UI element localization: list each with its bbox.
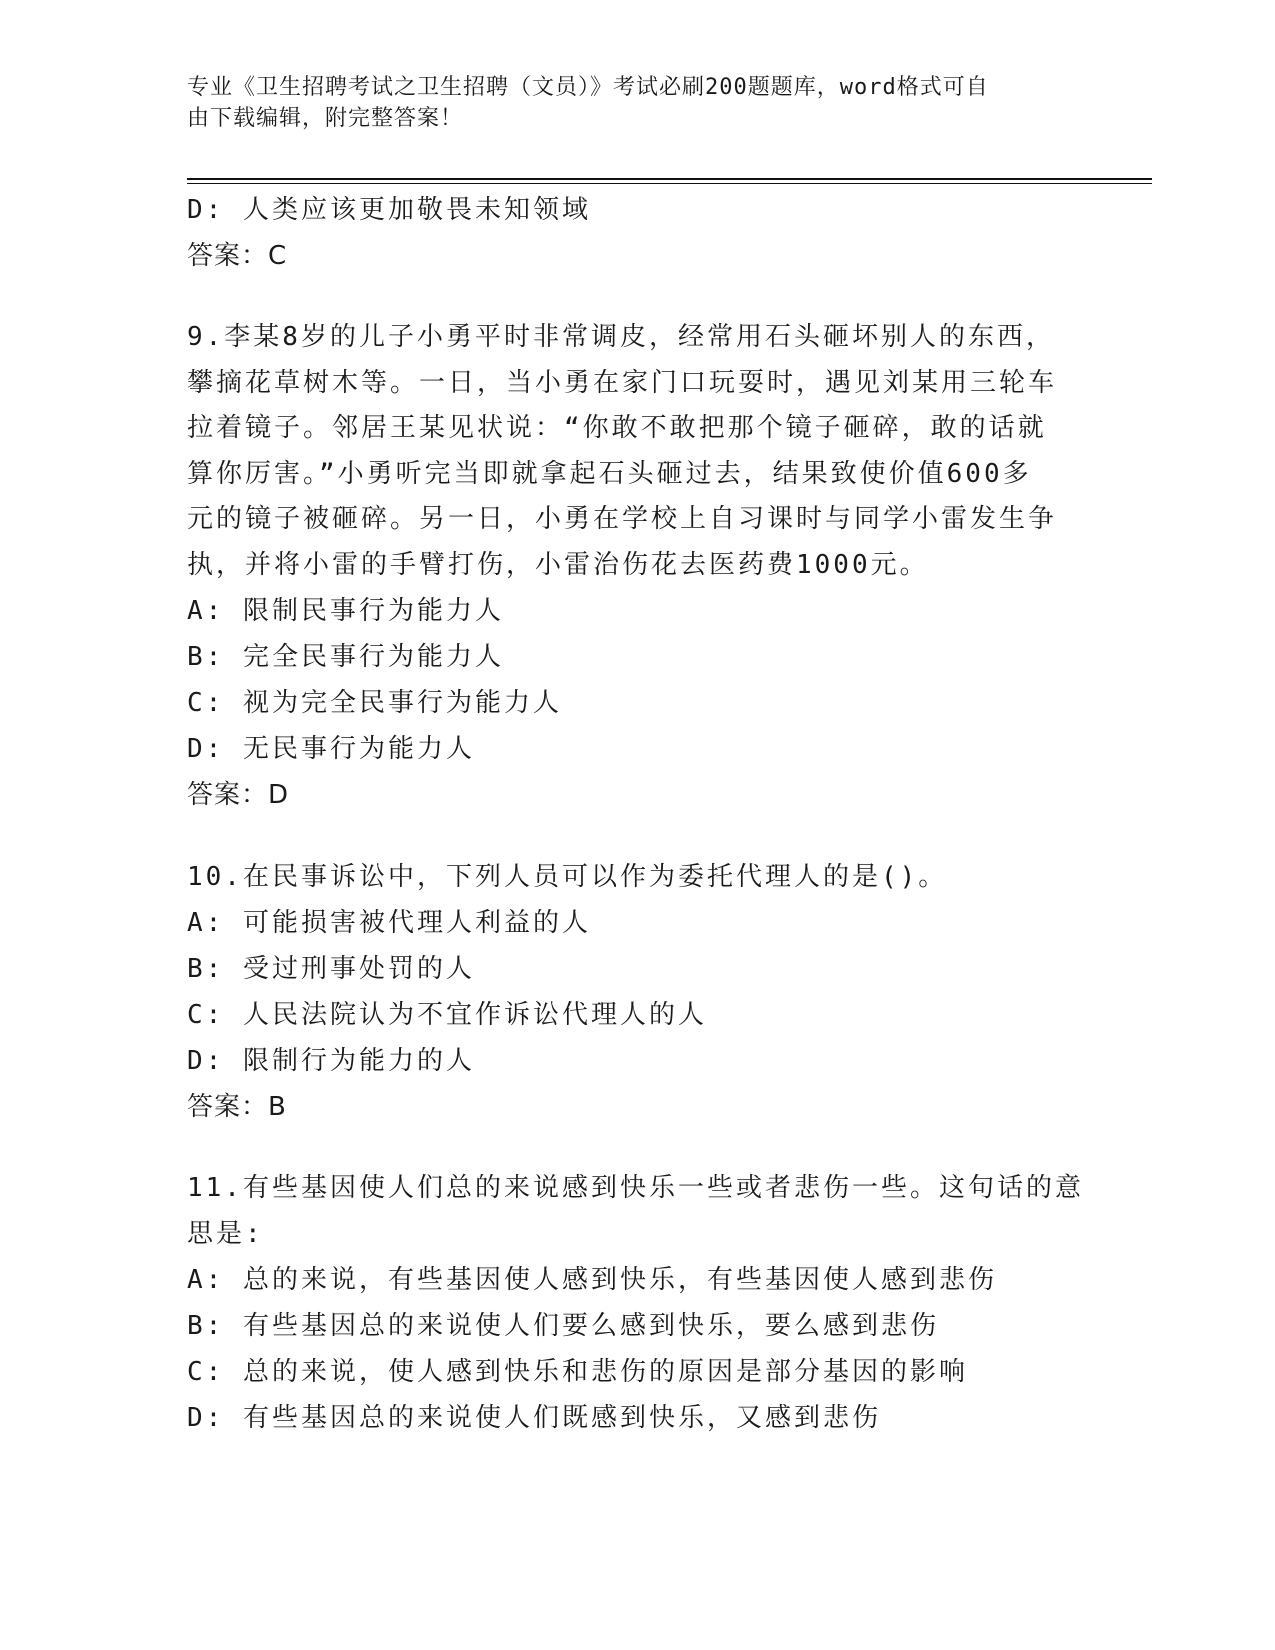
header-line-2: 由下载编辑，附完整答案！ (187, 106, 464, 131)
header-line-1: 专业《卫生招聘考试之卫生招聘（文员）》考试必刷200题题库，word格式可自 (187, 75, 989, 100)
option-d: D: 有些基因总的来说使人们既感到快乐，又感到悲伤 (187, 1403, 881, 1433)
question-stem (187, 1166, 1097, 1257)
option-d: D: 限制行为能力的人 (187, 1046, 475, 1076)
option-b: B: 完全民事行为能力人 (187, 642, 504, 672)
option-a: A: 可能损害被代理人利益的人 (187, 908, 591, 938)
previous-question-tail (187, 187, 1097, 279)
header-rule-thick (187, 178, 1152, 180)
document-body (187, 187, 1097, 1441)
option-c: C: 视为完全民事行为能力人 (187, 688, 562, 718)
page-header (187, 72, 1067, 134)
option-c: C: 人民法院认为不宜作诉讼代理人的人 (187, 1000, 707, 1030)
option-a: A: 限制民事行为能力人 (187, 596, 504, 626)
question-11 (187, 1166, 1097, 1441)
stem-line: 攀摘花草树木等。一日，当小勇在家门口玩耍时，遇见刘某用三轮车 (187, 367, 1058, 398)
question-10 (187, 854, 1097, 1130)
option-d: D: 人类应该更加敬畏未知领域 (187, 195, 591, 225)
option-c: C: 总的来说，使人感到快乐和悲伤的原因是部分基因的影响 (187, 1357, 968, 1387)
stem-line: 11.有些基因使人们总的来说感到快乐一些或者悲伤一些。这句话的意 (187, 1173, 1084, 1203)
option-b: B: 有些基因总的来说使人们要么感到快乐，要么感到悲伤 (187, 1311, 939, 1341)
question-stem: 10.在民事诉讼中，下列人员可以作为委托代理人的是()。 (187, 862, 948, 892)
answer-line: 答案：B (187, 1092, 287, 1122)
question-stem (187, 315, 1097, 588)
stem-line: 拉着镜子。邻居王某见状说：“你敢不敢把那个镜子砸碎，敢的话就 (187, 413, 1047, 443)
answer-line: 答案：D (187, 780, 290, 810)
option-d: D: 无民事行为能力人 (187, 734, 475, 764)
stem-line: 元的镜子被砸碎。另一日，小勇在学校上自习课时与同学小雷发生争 (187, 504, 1058, 534)
question-9 (187, 315, 1097, 818)
stem-line: 思是: (187, 1218, 264, 1249)
stem-line: 算你厉害。”小勇听完当即就拿起石头砸过去，结果致使价值600多 (187, 458, 1032, 489)
stem-line: 执，并将小雷的手臂打伤，小雷治伤花去医药费1000元。 (187, 549, 929, 580)
option-a: A: 总的来说，有些基因使人感到快乐，有些基因使人感到悲伤 (187, 1265, 997, 1295)
stem-line: 9.李某8岁的儿子小勇平时非常调皮，经常用石头砸坏别人的东西， (187, 322, 1055, 352)
answer-line: 答案：C (187, 241, 288, 271)
header-rule-thin (187, 183, 1152, 184)
option-b: B: 受过刑事处罚的人 (187, 954, 475, 984)
